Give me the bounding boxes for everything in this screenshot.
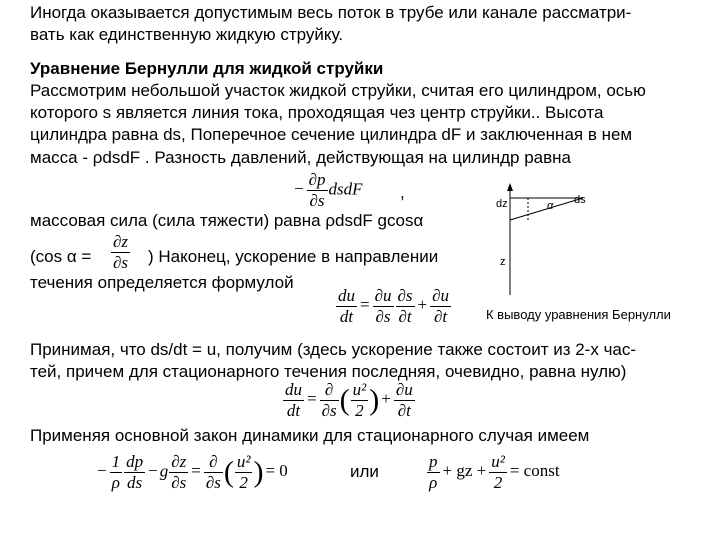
numerator: ∂ (320, 380, 339, 401)
numerator: ∂s (397, 286, 413, 305)
axis-arrow (507, 183, 513, 191)
acceleration-intro: течения определяется формулой (30, 273, 294, 292)
cos-open: (cos α = (30, 247, 92, 266)
numerator: du (285, 380, 302, 399)
cos-fraction (110, 232, 131, 273)
para2-line-2: тей, причем для стационарного течения последняя, очевидно, равна нулю) (30, 362, 627, 381)
numerator: ∂p (308, 170, 326, 189)
denominator: ∂t (397, 401, 411, 420)
numerator: ∂z (171, 452, 187, 471)
equals: = (360, 295, 370, 315)
formula-tail: dsdF (328, 179, 363, 199)
denominator: dt (286, 401, 301, 420)
bernoulli-equation (426, 452, 562, 493)
fraction (283, 380, 304, 421)
numerator: u² (352, 380, 367, 399)
equals-zero: = 0 (265, 461, 288, 481)
minus-sign: − (97, 461, 107, 481)
dynamics-formula: − $\frac{1}{\rho}$ $\frac{dp}{ds}$ − g $\frac{\partial z}{\partial s}$ = $\frac{\partial}{\partial s}$ ( $\frac{\text{u²}}{2}$ ) = 0 (97, 452, 288, 492)
fig-label-alpha: α (547, 200, 554, 212)
numerator: ∂z (113, 232, 129, 251)
denominator: ∂s (309, 191, 325, 210)
fraction (307, 170, 328, 211)
numerator: ∂u (432, 286, 450, 305)
middle-terms: + gz + (442, 461, 487, 481)
denominator: ∂t (398, 307, 412, 326)
formula-comma: , (400, 183, 405, 202)
numerator: u² (491, 452, 505, 471)
fraction (427, 452, 440, 493)
fig-label-z: z (500, 256, 506, 268)
acceleration-formula (335, 286, 452, 327)
pressure-difference-formula (292, 170, 363, 211)
denominator: ds (127, 473, 143, 492)
section-line-4: масса - ρdsdF . Разность давлений, действующая на цилиндр равна (30, 148, 572, 167)
gravity-symbol: g (159, 461, 169, 481)
denominator: 2 (355, 401, 364, 420)
denominator: ∂s (375, 307, 391, 326)
numerator: du (338, 286, 355, 305)
denominator: ∂s (205, 473, 221, 492)
plus: + (417, 295, 428, 315)
equals: = (191, 461, 201, 481)
fraction (373, 286, 394, 327)
section-line-3: цилиндра равна ds, Поперечное сечение цилиндра dF и заключенная в нем (30, 125, 633, 144)
minus-sign: − (148, 461, 158, 481)
section-heading: Уравнение Бернулли для жидкой струйки (30, 59, 384, 78)
fraction (396, 286, 415, 327)
fraction (320, 380, 339, 421)
fraction (235, 452, 253, 493)
or-word: или (350, 462, 379, 481)
fraction (111, 232, 130, 273)
fraction (204, 452, 223, 493)
denominator: 2 (239, 473, 248, 492)
fraction (169, 452, 188, 493)
denominator: ∂s (171, 473, 187, 492)
denominator: ∂t (434, 307, 448, 326)
acceleration-steady-formula: $\frac{du}{dt}$ = $\frac{\partial}{\partial s}$ ( $\frac{\text{u²}}{2}$ ) + $\frac{\partial u}{\partial t}$ (285, 380, 413, 420)
cos-close: ) Наконец, ускорение в направлении (148, 247, 439, 266)
numerator: p (429, 452, 438, 471)
denominator: dt (339, 307, 354, 326)
mass-force-line: массовая сила (сила тяжести) равна ρdsdF gcosα (30, 211, 424, 230)
numerator: ∂ (204, 452, 223, 473)
equals: = (307, 389, 317, 409)
para3-line-1: Применяя основной закон динамики для стационарного случая имеем (30, 426, 590, 445)
fraction (430, 286, 451, 327)
fraction (394, 380, 415, 421)
numerator: ∂u (374, 286, 392, 305)
denominator: ρ (429, 473, 438, 492)
intro-line-2: вать как единственную жидкую струйку. (30, 25, 344, 44)
denominator: 2 (493, 473, 503, 492)
numerator: u² (236, 452, 251, 471)
plus: + (381, 389, 391, 409)
fig-label-dz: dz (496, 198, 508, 210)
fig-label-ds: ds (574, 194, 586, 206)
denominator: ρ (111, 473, 120, 492)
numerator: ∂u (395, 380, 413, 399)
fraction (336, 286, 357, 327)
denominator: ∂s (321, 401, 337, 420)
fraction (351, 380, 369, 421)
fraction (124, 452, 145, 493)
fraction (110, 452, 123, 493)
section-line-2: которого s является линия тока, проходящая чез центр струйки.. Высота (30, 103, 604, 122)
fraction (489, 452, 507, 493)
para2-line-1: Принимая, что ds/dt = u, получим (здесь ускорение также состоит из 2-х час- (30, 340, 637, 359)
section-line-1: Рассмотрим небольшой участок жидкой струйки, считая его цилиндром, осью (30, 81, 646, 100)
numerator: 1 (111, 452, 121, 471)
minus-sign: − (294, 179, 304, 199)
numerator: dp (126, 452, 144, 471)
right-hand-side: = const (509, 461, 560, 481)
figure-caption: К выводу уравнения Бернулли (486, 307, 671, 322)
denominator: ∂s (113, 253, 129, 272)
intro-line-1: Иногда оказывается допустимым весь поток в трубе или канале рассматри- (30, 3, 632, 22)
